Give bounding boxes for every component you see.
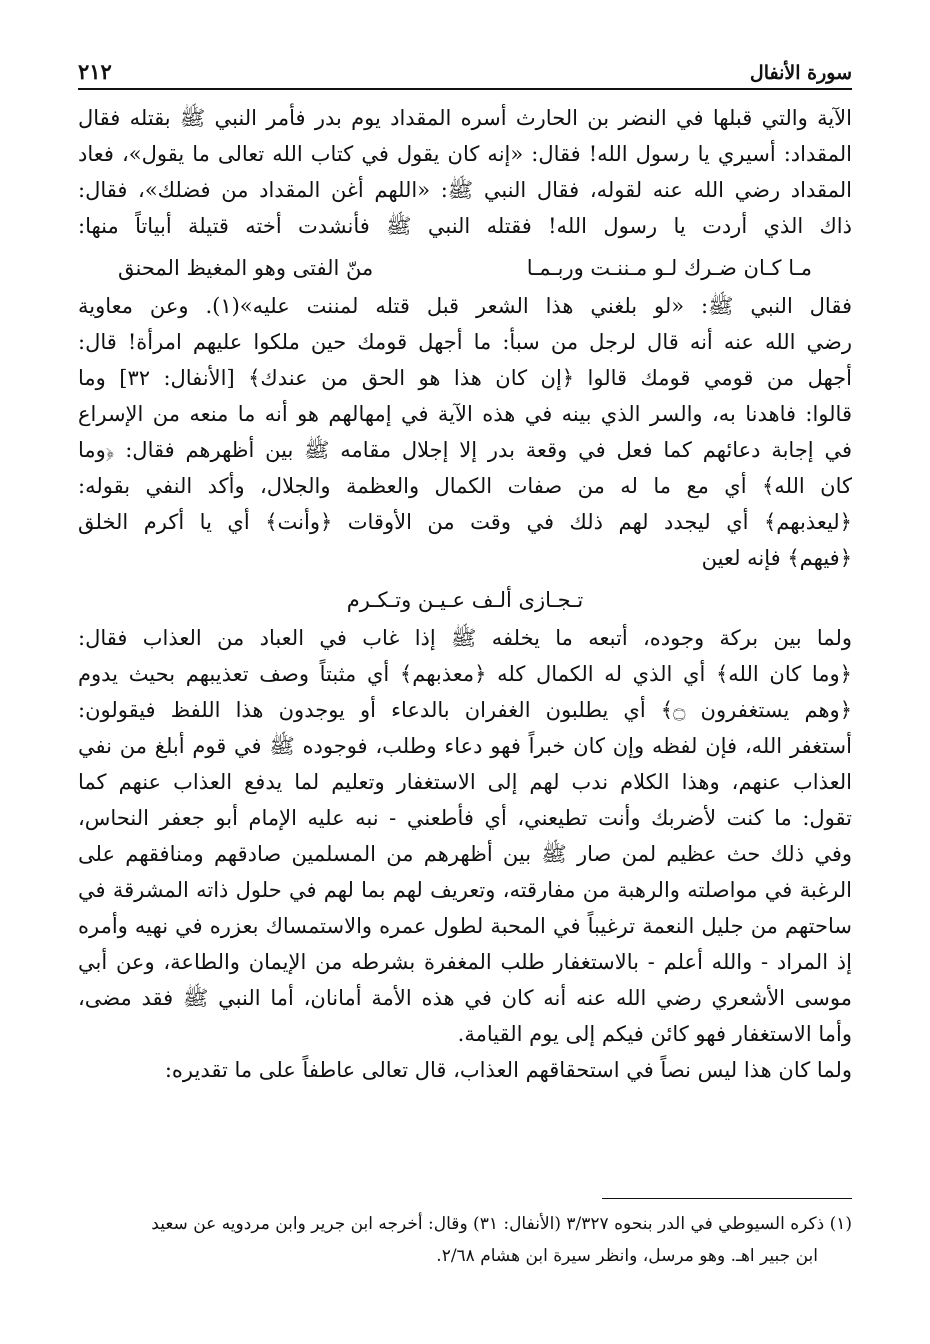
text-line: موسى الأشعري رضي الله عنه أنه كان في هذه الأمة أمانان، أما النبي ﷺ فقد مضى، xyxy=(78,986,852,1010)
page-header xyxy=(78,52,852,90)
poem-hemistich-right: مـا كـان ضـرك لـو مـننـت وربـمـا xyxy=(526,256,812,280)
text-line: تقول: ما كنت لأضربك وأنت تطيعني، أي فأطعني - نبه عليه الإمام أبو جعفر النحاس، xyxy=(78,806,852,830)
text-line: ﴿فيهم﴾ فإنه لعين xyxy=(701,546,852,570)
text-line: كان الله﴾ أي مع ما له من صفات الكمال والعظمة والجلال، وأكد النفي بقوله: xyxy=(78,474,852,498)
text-line: قالوا: فاهدنا به، والسر الذي بينه في هذه الآية في إمهالهم هو أنه ما منعه من الإسراع xyxy=(78,402,852,426)
surah-title: سورة الأنفال xyxy=(749,62,852,84)
text-line: ولما بين بركة وجوده، أتبعه ما يخلفه ﷺ إذا غاب في العباد من العذاب فقال: xyxy=(78,626,852,650)
text-line: الرغبة في مواصلته والرهبة من مفارقته، وتعريف لهم بما لهم في حلول ذاته المشرقة في xyxy=(78,878,852,902)
poem-verse xyxy=(118,248,812,288)
text-line: أستغفر الله، فإن لفظه وإن كان خبراً فهو دعاء وطلب، فوجوده ﷺ في قوم أبلغ من نفي xyxy=(78,734,852,758)
main-text xyxy=(78,100,852,1088)
text-line: الآية والتي قبلها في النضر بن الحارث أسره المقداد يوم بدر فأمر النبي ﷺ بقتله فقال xyxy=(78,106,852,130)
text-line: وفي ذلك حث عظيم لمن صار ﷺ بين أظهرهم من المسلمين صادقهم ومنافقهم على xyxy=(78,842,852,866)
text-line: وأما الاستغفار فهو كائن فيكم إلى يوم القيامة. xyxy=(457,1022,852,1046)
footnote-line: ابن جبير اهـ. وهو مرسل، وانظر سيرة ابن هشام ٢/٦٨. xyxy=(436,1246,818,1266)
page-number: ٢١٢ xyxy=(78,59,112,84)
text-line: إذ المراد - والله أعلم - بالاستغفار طلب المغفرة بشرطه من الإيمان والطاعة، وعن أبي xyxy=(78,950,852,974)
footnotes xyxy=(78,1198,852,1272)
poem-hemistich-left: منّ الفتى وهو المغيظ المحنق xyxy=(118,256,374,280)
text-line: ﴿وما كان الله﴾ أي الذي له الكمال كله ﴿معذبهم﴾ أي مثبتاً وصف تعذيبهم بحيث يدوم xyxy=(78,662,852,686)
text-line: العذاب عنهم، وهذا الكلام ندب لهم إلى الاستغفار وتعليم لما يدفع العذاب عنهم كما xyxy=(78,770,852,794)
footnote-line: (١) ذكره السيوطي في الدر بنحوه ٣/٣٢٧ (الأنفال: ٣١) وقال: أخرجه ابن جرير وابن مردويه عن سعيد xyxy=(151,1214,852,1234)
text-line: رضي الله عنه أنه قال لرجل من سبأ: ما أجهل قومك حين ملكوا عليهم امرأة! قال: xyxy=(78,330,852,354)
text-line: المقداد: أسيري يا رسول الله! فقال: «إنه كان يقول في كتاب الله تعالى ما يقول»، فعاد xyxy=(78,142,852,166)
text-line: أجهل من قومي قومك قالوا ﴿إن كان هذا هو الحق من عندك﴾ [الأنفال: ٣٢] وما xyxy=(78,366,852,390)
text-line: في إجابة دعائهم كما فعل في وقعة بدر إلا إجلال مقامه ﷺ بين أظهرهم فقال: ﴿وما xyxy=(78,438,852,462)
text-line: ﴿ليعذبهم﴾ أي ليجدد لهم ذلك في وقت من الأوقات ﴿وأنت﴾ أي يا أكرم الخلق xyxy=(78,510,852,534)
text-line: فقال النبي ﷺ: «لو بلغني هذا الشعر قبل قتله لمننت عليه»(١). وعن معاوية xyxy=(78,294,852,318)
text-line: ذاك الذي أردت يا رسول الله! فقتله النبي ﷺ فأنشدت أخته قتيلة أبياتاً منها: xyxy=(78,214,852,238)
text-line: ولما كان هذا ليس نصاً في استحقاقهم العذاب، قال تعالى عاطفاً على ما تقديره: xyxy=(164,1058,852,1082)
text-line: ساحتهم من جليل النعمة ترغيباً في المحبة لطول عمره والاستمساك بعزره في نهيه وأمره xyxy=(78,914,852,938)
poem-verse-centered: تـجـازى ألـف عـيـن وتـكـرم xyxy=(346,588,584,612)
text-line: المقداد رضي الله عنه لقوله، فقال النبي ﷺ: «اللهم أغن المقداد من فضلك»، فقال: xyxy=(78,178,852,202)
text-line: ﴿وهم يستغفرون ۝﴾ أي يطلبون الغفران بالدعاء أو يوجدون هذا اللفظ فيقولون: xyxy=(78,698,852,722)
